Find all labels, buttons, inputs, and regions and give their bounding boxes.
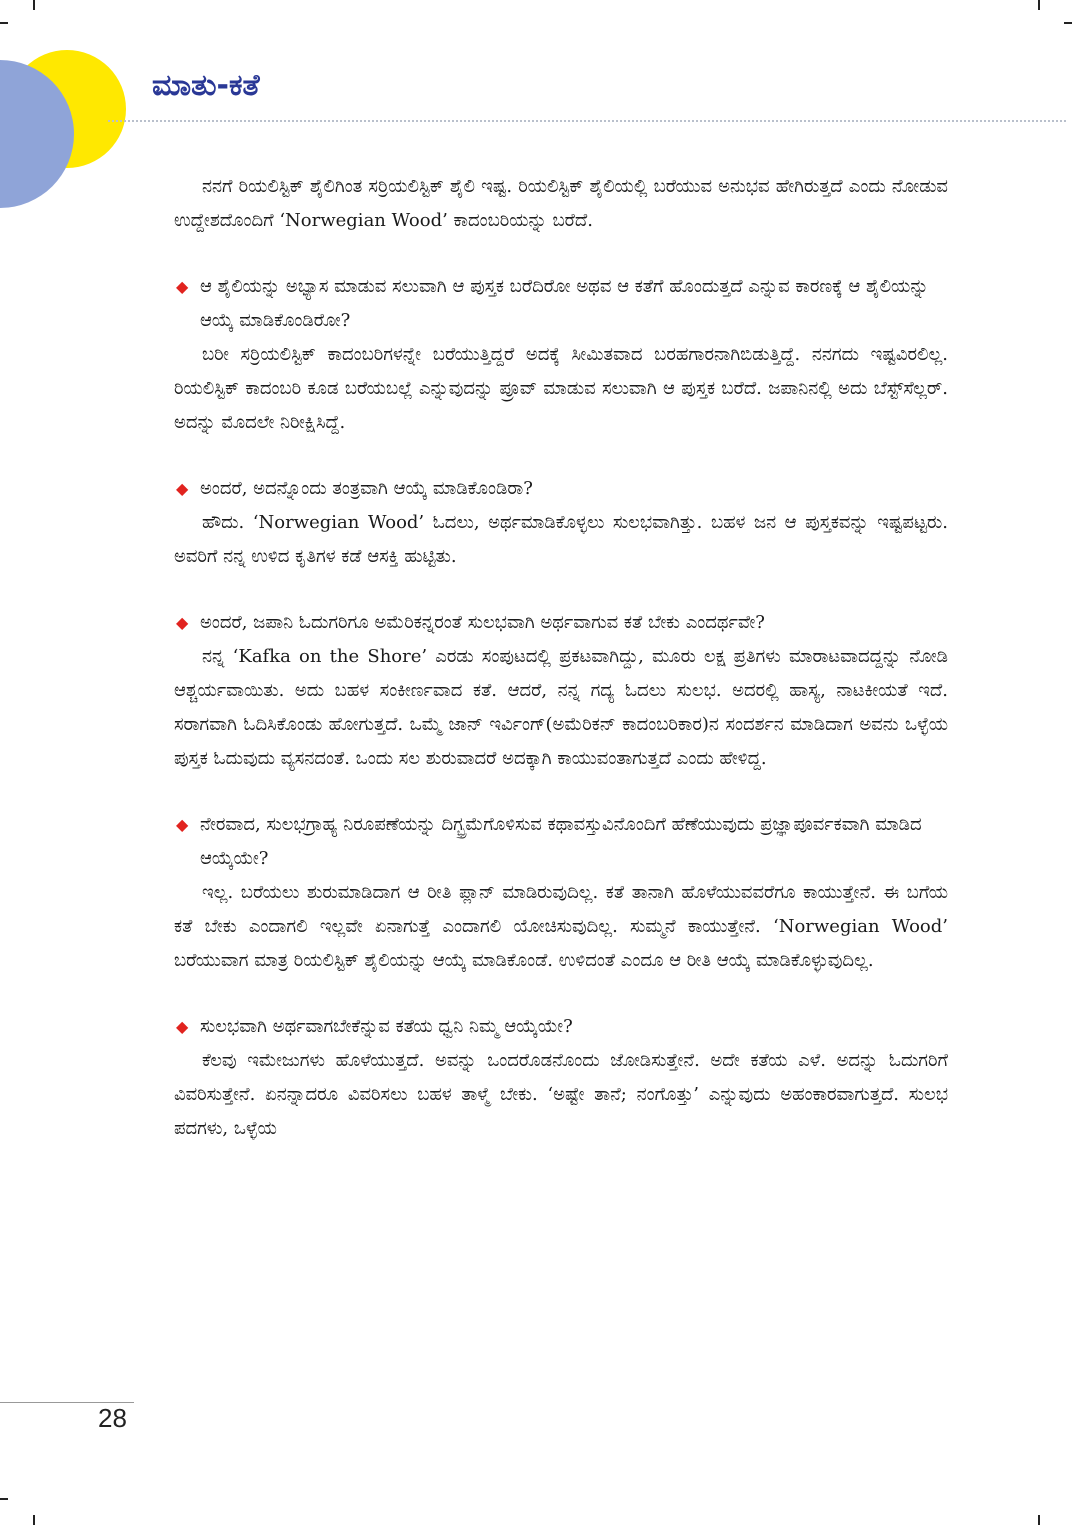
question-text: ನೇರವಾದ, ಸುಲಭಗ್ರಾಹ್ಯ ನಿರೂಪಣೆಯನ್ನು ದಿಗ್ಭ್ರಮೆಗೊಳಿಸುವ ಕಥಾವಸ್ತುವಿನೊಂದಿಗೆ ಹೆಣೆಯುವುದು ಪ್ರಜ್ಞಾಪೂರ್ವಕವಾಗಿ ಮಾಡಿದ ಆಯ್ಕೆಯೇ? [200,814,922,869]
answer: ಇಲ್ಲ. ಬರೆಯಲು ಶುರುಮಾಡಿದಾಗ ಆ ರೀತಿ ಪ್ಲಾನ್ ಮಾಡಿರುವುದಿಲ್ಲ. ಕತೆ ತಾನಾಗಿ ಹೊಳೆಯುವವರೆಗೂ ಕಾಯುತ್ತೇನೆ. ಈ ಬಗೆಯ ಕತೆ ಬೇಕು ಎಂದಾಗಲಿ ಇಲ್ಲವೇ ಏನಾಗುತ್ತೆ ಎಂದಾಗಲಿ ಯೋಚಿಸುವುದಿಲ್ಲ. ಸುಮ್ಮನೆ ಕಾಯುತ್ತೇನೆ. ‘Norwegian Wood’ ಬರೆಯುವಾಗ ಮಾತ್ರ ರಿಯಲಿಸ್ಟಿಕ್ ಶೈಲಿಯನ್ನು ಆಯ್ಕೆ ಮಾಡಿಕೊಂಡೆ. ಉಳಿದಂತೆ ಎಂದೂ ಆ ರೀತಿ ಆಯ್ಕೆ ಮಾಡಿಕೊಳ್ಳುವುದಿಲ್ಲ. [174,882,948,971]
spacer [174,238,948,270]
spacer [174,978,948,1010]
corner-decoration [0,0,130,210]
spacer [174,776,948,808]
diamond-bullet-icon: ◆ [176,1017,189,1036]
answer: ನನ್ನ ‘Kafka on the Shore’ ಎರಡು ಸಂಪುಟದಲ್ಲಿ ಪ್ರಕಟವಾಗಿದ್ದು, ಮೂರು ಲಕ್ಷ ಪ್ರತಿಗಳು ಮಾರಾಟವಾದದ್ದನ್ನು ನೋಡಿ ಆಶ್ಚರ್ಯವಾಯಿತು. ಅದು ಬಹಳ ಸಂಕೀರ್ಣವಾದ ಕತೆ. ಆದರೆ, ನನ್ನ ಗದ್ಯ ಓದಲು ಸುಲಭ. ಅದರಲ್ಲಿ ಹಾಸ್ಯ, ನಾಟಕೀಯತೆ ಇದೆ. ಸರಾಗವಾಗಿ ಓದಿಸಿಕೊಂಡು ಹೋಗುತ್ತದೆ. ಒಮ್ಮೆ ಜಾನ್ ಇರ್ವಿಂಗ್(ಅಮೆರಿಕನ್ ಕಾದಂಬರಿಕಾರ)ನ ಸಂದರ್ಶನ ಮಾಡಿದಾಗ ಅವನು ಒಳ್ಳೆಯ ಪುಸ್ತಕ ಓದುವುದು ವ್ಯಸನದಂತೆ. ಒಂದು ಸಲ ಶುರುವಾದರೆ ಅದಕ್ಕಾಗಿ ಕಾಯುವಂತಾಗುತ್ತದೆ ಎಂದು ಹೇಳಿದ್ದ. [174,646,948,769]
crop-mark [0,1498,8,1500]
crop-mark [1064,22,1072,24]
dotted-divider [108,120,1066,122]
spacer [174,574,948,606]
article-body [174,170,948,1146]
answer: ಕೆಲವು ಇಮೇಜುಗಳು ಹೊಳೆಯುತ್ತದೆ. ಅವನ್ನು ಒಂದರೊಡನೊಂದು ಜೋಡಿಸುತ್ತೇನೆ. ಅದೇ ಕತೆಯ ಎಳೆ. ಅದನ್ನು ಓದುಗರಿಗೆ ವಿವರಿಸುತ್ತೇನೆ. ಏನನ್ನಾದರೂ ವಿವರಿಸಲು ಬಹಳ ತಾಳ್ಮೆ ಬೇಕು. ‘ಅಷ್ಟೇ ತಾನೆ; ನಂಗೊತ್ತು’ ಎನ್ನುವುದು ಅಹಂಕಾರವಾಗುತ್ತದೆ. ಸುಲಭ ಪದಗಳು, ಒಳ್ಳೆಯ [174,1050,948,1139]
question [174,472,948,506]
question-text: ಅಂದರೆ, ಜಪಾನಿ ಓದುಗರಿಗೂ ಅಮೆರಿಕನ್ನರಂತೆ ಸುಲಭವಾಗಿ ಅರ್ಥವಾಗುವ ಕತೆ ಬೇಕು ಎಂದರ್ಥವೇ? [200,612,765,633]
question-text: ಅಂದರೆ, ಅದನ್ನೊಂದು ತಂತ್ರವಾಗಿ ಆಯ್ಕೆ ಮಾಡಿಕೊಂಡಿರಾ? [200,478,533,499]
spacer [174,440,948,472]
page-number: 28 [98,1403,127,1433]
diamond-bullet-icon: ◆ [176,479,189,498]
question-text: ಸುಲಭವಾಗಿ ಅರ್ಥವಾಗಬೇಕೆನ್ನುವ ಕತೆಯ ಧ್ವನಿ ನಿಮ್ಮ ಆಯ್ಕೆಯೇ? [200,1016,573,1037]
question [174,270,948,338]
question-text: ಆ ಶೈಲಿಯನ್ನು ಅಭ್ಯಾಸ ಮಾಡುವ ಸಲುವಾಗಿ ಆ ಪುಸ್ತಕ ಬರೆದಿರೋ ಅಥವ ಆ ಕತೆಗೆ ಹೊಂದುತ್ತದೆ ಎನ್ನುವ ಕಾರಣಕ್ಕೆ ಆ ಶೈಲಿಯನ್ನು ಆಯ್ಕೆ ಮಾಡಿಕೊಂಡಿರೋ? [200,276,929,331]
crop-mark [33,1515,35,1525]
intro-paragraph: ನನಗೆ ರಿಯಲಿಸ್ಟಿಕ್ ಶೈಲಿಗಿಂತ ಸರ್‍ರಿಯಲಿಸ್ಟಿಕ್ ಶೈಲಿ ಇಷ್ಟ. ರಿಯಲಿಸ್ಟಿಕ್ ಶೈಲಿಯಲ್ಲಿ ಬರೆಯುವ ಅನುಭವ ಹೇಗಿರುತ್ತದೆ ಎಂದು ನೋಡುವ ಉದ್ದೇಶದೊಂದಿಗೆ ‘Norwegian Wood’ ಕಾದಂಬರಿಯನ್ನು ಬರೆದೆ. [174,176,948,231]
question [174,1010,948,1044]
diamond-bullet-icon: ◆ [176,815,189,834]
crop-mark [1038,0,1040,10]
answer: ಬರೀ ಸರ್‍ರಿಯಲಿಸ್ಟಿಕ್ ಕಾದಂಬರಿಗಳನ್ನೇ ಬರೆಯುತ್ತಿದ್ದರೆ ಅದಕ್ಕೆ ಸೀಮಿತವಾದ ಬರಹಗಾರನಾಗಿಬಿಡುತ್ತಿದ್ದೆ. ನನಗದು ಇಷ್ಟವಿರಲಿಲ್ಲ. ರಿಯಲಿಸ್ಟಿಕ್ ಕಾದಂಬರಿ ಕೂಡ ಬರೆಯಬಲ್ಲೆ ಎನ್ನುವುದನ್ನು ಪ್ರೂವ್ ಮಾಡುವ ಸಲುವಾಗಿ ಆ ಪುಸ್ತಕ ಬರೆದೆ. ಜಪಾನಿನಲ್ಲಿ ಅದು ಬೆಸ್ಟ್‌ಸೆಲ್ಲರ್. ಅದನ್ನು ಮೊದಲೇ ನಿರೀಕ್ಷಿಸಿದ್ದೆ. [174,344,948,433]
answer: ಹೌದು. ‘Norwegian Wood’ ಓದಲು, ಅರ್ಥಮಾಡಿಕೊಳ್ಳಲು ಸುಲಭವಾಗಿತ್ತು. ಬಹಳ ಜನ ಆ ಪುಸ್ತಕವನ್ನು ಇಷ್ಟಪಟ್ಟರು. ಅವರಿಗೆ ನನ್ನ ಉಳಿದ ಕೃತಿಗಳ ಕಡೆ ಆಸಕ್ತಿ ಹುಟ್ಟಿತು. [174,512,948,567]
diamond-bullet-icon: ◆ [176,613,189,632]
crop-mark [1038,1515,1040,1525]
section-title: ಮಾತು-ಕತೆ [152,68,260,103]
question [174,606,948,640]
question [174,808,948,876]
diamond-bullet-icon: ◆ [176,277,189,296]
